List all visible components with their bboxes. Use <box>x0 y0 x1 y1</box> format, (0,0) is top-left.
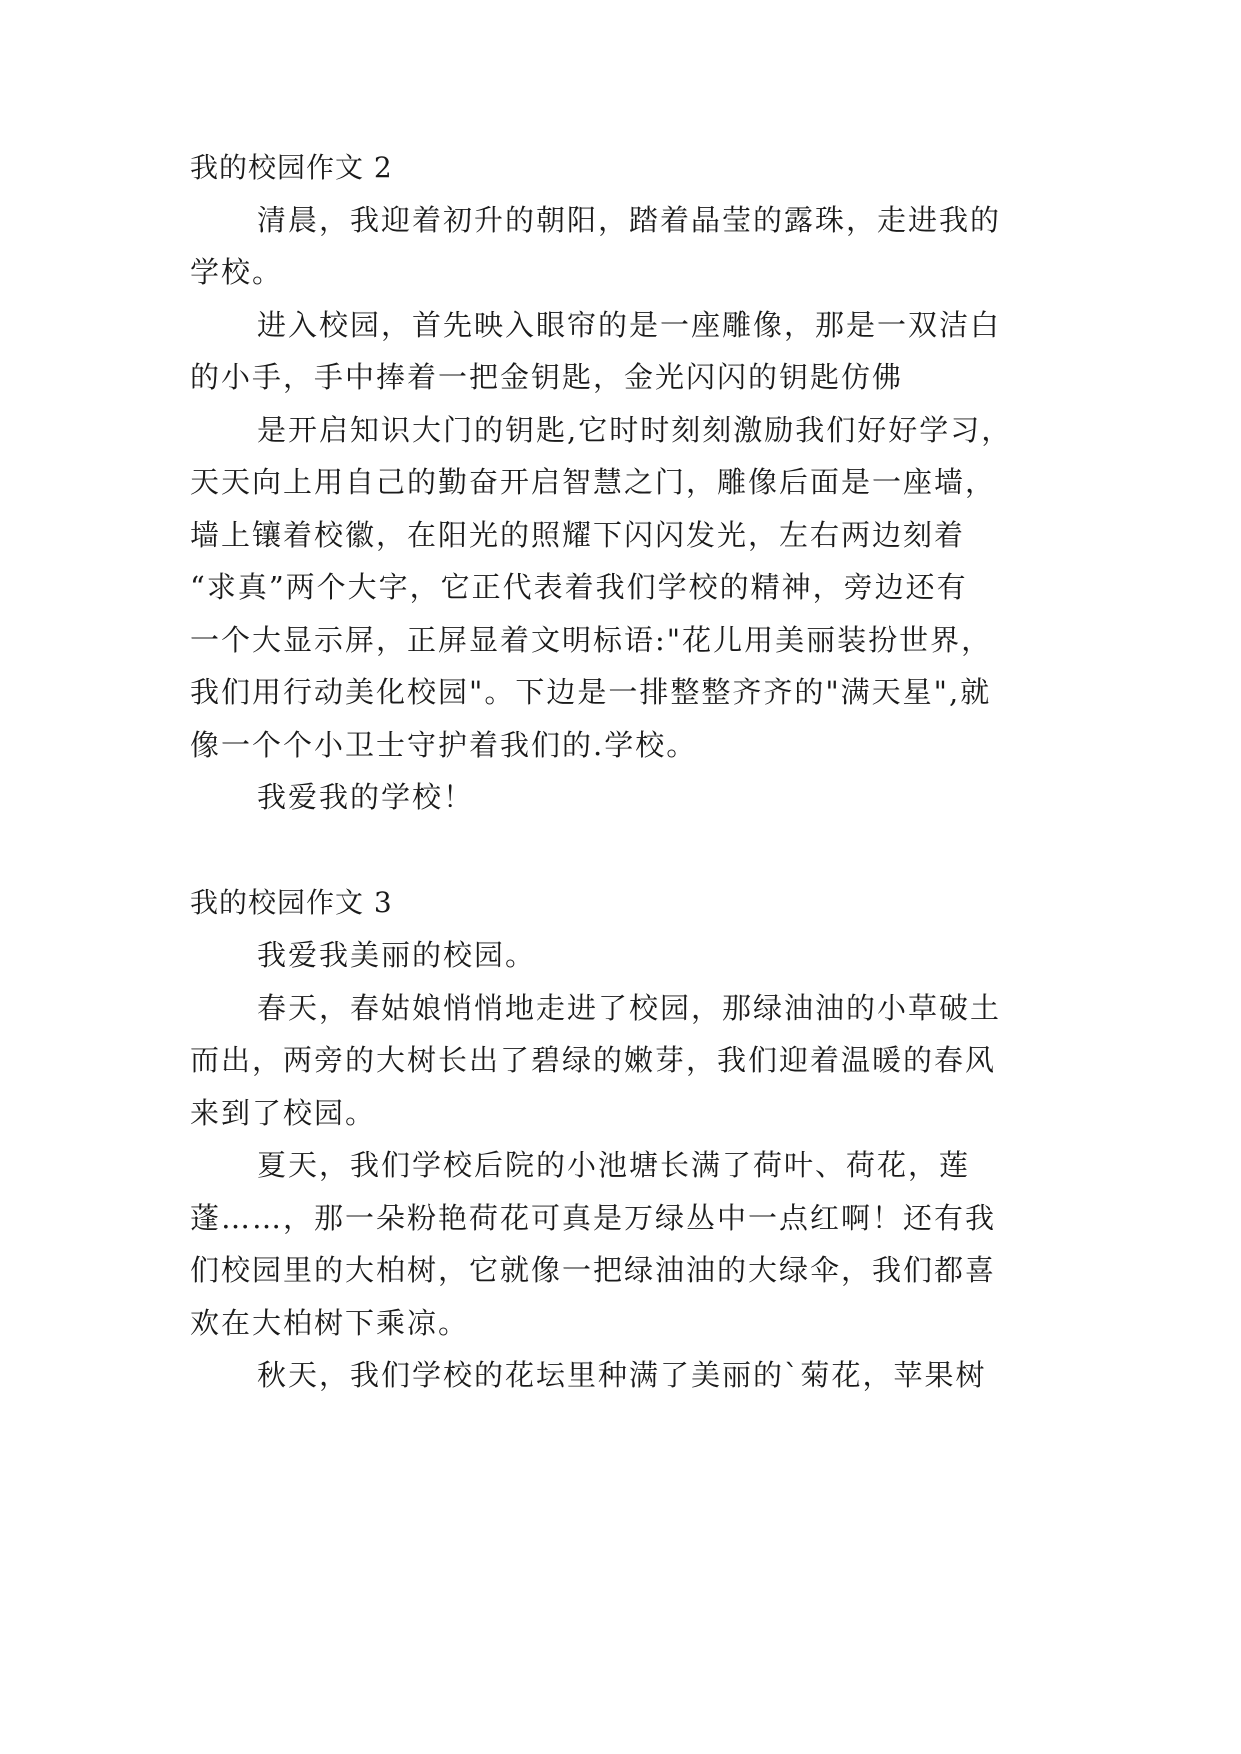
paragraph-line: 夏天，我们学校后院的小池塘长满了荷叶、荷花，莲 <box>257 1148 971 1182</box>
paragraph-line: 而出，两旁的大树长出了碧绿的嫩芽，我们迎着温暖的春风 <box>190 1043 997 1077</box>
paragraph-line: 清晨，我迎着初升的朝阳，踏着晶莹的露珠，走进我的 <box>257 203 1002 237</box>
paragraph-line: 蓬……，那一朵粉艳荷花可真是万绿丛中一点红啊！还有我 <box>190 1201 997 1235</box>
paragraph-line: 的小手，手中捧着一把金钥匙，金光闪闪的钥匙仿佛 <box>190 360 904 394</box>
paragraph-line: 春天，春姑娘悄悄地走进了校园，那绿油油的小草破土 <box>257 991 1002 1025</box>
paragraph-line: 墙上镶着校徽，在阳光的照耀下闪闪发光，左右两边刻着 <box>190 518 966 552</box>
paragraph-line: 天天向上用自己的勤奋开启智慧之门，雕像后面是一座墙， <box>190 465 997 499</box>
paragraph-line: 是开启知识大门的钥匙,它时时刻刻激励我们好好学习， <box>257 413 1013 447</box>
paragraph-line: 欢在大柏树下乘凉。 <box>190 1306 470 1340</box>
paragraph-line: 秋天，我们学校的花坛里种满了美丽的`菊花，苹果树 <box>257 1358 987 1392</box>
paragraph-line: 学校。 <box>190 255 284 289</box>
paragraph-line: 进入校园，首先映入眼帘的是一座雕像，那是一双洁白 <box>257 308 1002 342</box>
section-title: 我的校园作文 3 <box>190 886 393 919</box>
paragraph-line: 一个大显示屏，正屏显着文明标语:"花儿用美丽装扮世界， <box>190 623 993 657</box>
section-title: 我的校园作文 2 <box>190 151 393 184</box>
paragraph-line: 我们用行动美化校园"。下边是一排整整齐齐的"满天星",就 <box>190 675 992 709</box>
paragraph-line: 来到了校园。 <box>190 1096 377 1130</box>
paragraph-line: 们校园里的大柏树，它就像一把绿油油的大绿伞，我们都喜 <box>190 1253 997 1287</box>
paragraph-line: 像一个个小卫士守护着我们的.学校。 <box>190 728 698 762</box>
paragraph-line: 我爱我美丽的校园。 <box>257 938 537 972</box>
paragraph-line: 我爱我的学校！ <box>257 780 475 814</box>
paragraph-line: “求真”两个大字，它正代表着我们学校的精神，旁边还有 <box>190 570 968 604</box>
